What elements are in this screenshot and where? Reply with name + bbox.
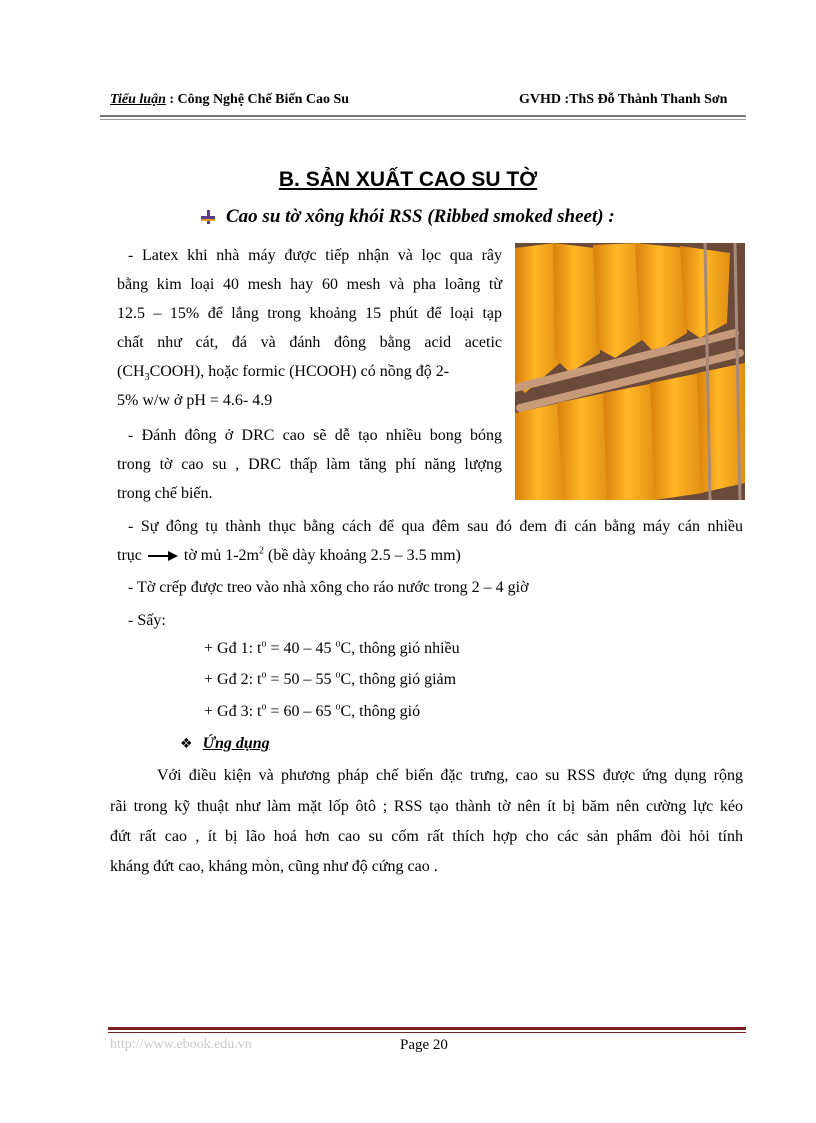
- latex-line-4: chất như cát, đá và đánh đông bằng acid acetic: [117, 334, 502, 351]
- dry-stage-3-mid: = 60 – 65: [266, 703, 336, 720]
- coag-line-1: - Sự đông tụ thành thục bằng cách để qua đêm sau đó đem đi cán bằng máy cán nhiều: [128, 518, 743, 535]
- drc-line-2: trong tờ cao su , DRC thấp làm tăng phí năng lượng: [117, 456, 502, 473]
- application-heading-text: Ứng dụng: [202, 735, 270, 752]
- header-rule-thin: [100, 119, 746, 120]
- latex-formula-rest: COOH), hoặc formic (HCOOH) có nồng độ 2-: [149, 363, 450, 380]
- coag-line-2-sheet: tờ mủ 1-2m: [183, 547, 259, 564]
- drc-line-1: - Đánh đông ở DRC cao sẽ dễ tạo nhiều bong bóng: [128, 427, 502, 444]
- footer-rule-thin: [108, 1032, 746, 1033]
- dry-stage-2-mid: = 50 – 55: [266, 671, 336, 688]
- diamond-bullet-icon: ❖: [180, 736, 193, 752]
- latex-line-2: bằng kim loại 40 mesh hay 60 mesh và pha loãng từ: [117, 276, 502, 293]
- dry-stage-3-post: C, thông gió: [340, 703, 421, 720]
- header-rule: [100, 115, 746, 117]
- coag-line-2-start: trục: [117, 547, 142, 564]
- latex-line-1: - Latex khi nhà máy được tiếp nhận và lọc qua rây: [128, 247, 502, 264]
- header-label: Tiểu luận: [110, 92, 166, 107]
- latex-formula-start: (CH: [117, 363, 145, 380]
- dry-stage-1-sup1: o: [261, 638, 267, 650]
- dry-stage-2-post: C, thông gió giảm: [340, 671, 457, 688]
- dry-stage-3-pre: + Gđ 3: t: [204, 703, 262, 720]
- latex-line-5-a: [117, 363, 450, 384]
- dry-stage-1-mid: = 40 – 45: [266, 640, 336, 657]
- application-line-2: rãi trong kỹ thuật như làm mặt lốp ôtô ; RSS tạo thành tờ nên ít bị băm nên cường lực kéo: [110, 798, 743, 815]
- dry-stage-1-pre: + Gđ 1: t: [204, 640, 262, 657]
- coag-line-2-end: (bề dày khoảng 2.5 – 3.5 mm): [264, 547, 461, 564]
- section-title: B. SẢN XUẤT CAO SU TỜ: [278, 168, 538, 191]
- dry-label: - Sấy:: [128, 612, 166, 629]
- dry-stage-2: [204, 669, 457, 688]
- application-line-4: kháng đứt cao, kháng mòn, cũng như độ cứng cao .: [110, 858, 438, 875]
- page-number: Page 20: [400, 1037, 448, 1053]
- rubber-sheets-photo: [515, 243, 745, 500]
- footer-rule: [108, 1027, 746, 1030]
- subsection-title-text: Cao su tờ xông khói RSS (Ribbed smoked sheet) :: [226, 206, 615, 227]
- hang-line: - Tờ crếp được treo vào nhà xông cho ráo nước trong 2 – 4 giờ: [128, 579, 529, 596]
- dry-stage-3-sup1: o: [261, 701, 267, 713]
- dry-stage-2-sup1: o: [261, 669, 267, 681]
- header-course: : Công Nghệ Chế Biến Cao Su: [165, 92, 350, 107]
- coag-superscript: 2: [259, 545, 264, 557]
- dry-stage-1-post: C, thông gió nhiều: [340, 640, 460, 657]
- header-left: [110, 92, 349, 108]
- plus-bullet-icon: [200, 209, 216, 225]
- application-heading: [180, 736, 270, 752]
- latex-line-5: [117, 363, 502, 384]
- application-line-3: đứt rất cao , ít bị lão hoá hơn cao su cốm rất thích hợp cho các sản phẩm đòi hỏi tính: [110, 828, 743, 845]
- dry-stage-3-sup2: o: [335, 701, 341, 713]
- drc-line-3: trong chế biến.: [117, 485, 213, 502]
- latex-subscript: 3: [144, 372, 150, 384]
- coag-line-2: [117, 545, 461, 564]
- arrow-right-icon: [148, 550, 178, 562]
- dry-stage-2-sup2: o: [335, 669, 341, 681]
- application-line-1: Với điều kiện và phương pháp chế biến đặc trưng, cao su RSS được ứng dụng rộng: [157, 767, 743, 784]
- dry-stage-1: [204, 638, 460, 657]
- dry-stage-1-sup2: o: [335, 638, 341, 650]
- subsection-title: [226, 206, 615, 228]
- latex-line-6: 5% w/w ở pH = 4.6- 4.9: [117, 392, 273, 409]
- latex-line-3: 12.5 – 15% để lắng trong khoảng 15 phút để loại tạp: [117, 305, 502, 322]
- dry-stage-2-pre: + Gđ 2: t: [204, 671, 262, 688]
- dry-stage-3: [204, 701, 421, 720]
- header-instructor: GVHD :ThS Đỗ Thành Thanh Sơn: [519, 92, 728, 107]
- footer-url: http://www.ebook.edu.vn: [110, 1037, 252, 1052]
